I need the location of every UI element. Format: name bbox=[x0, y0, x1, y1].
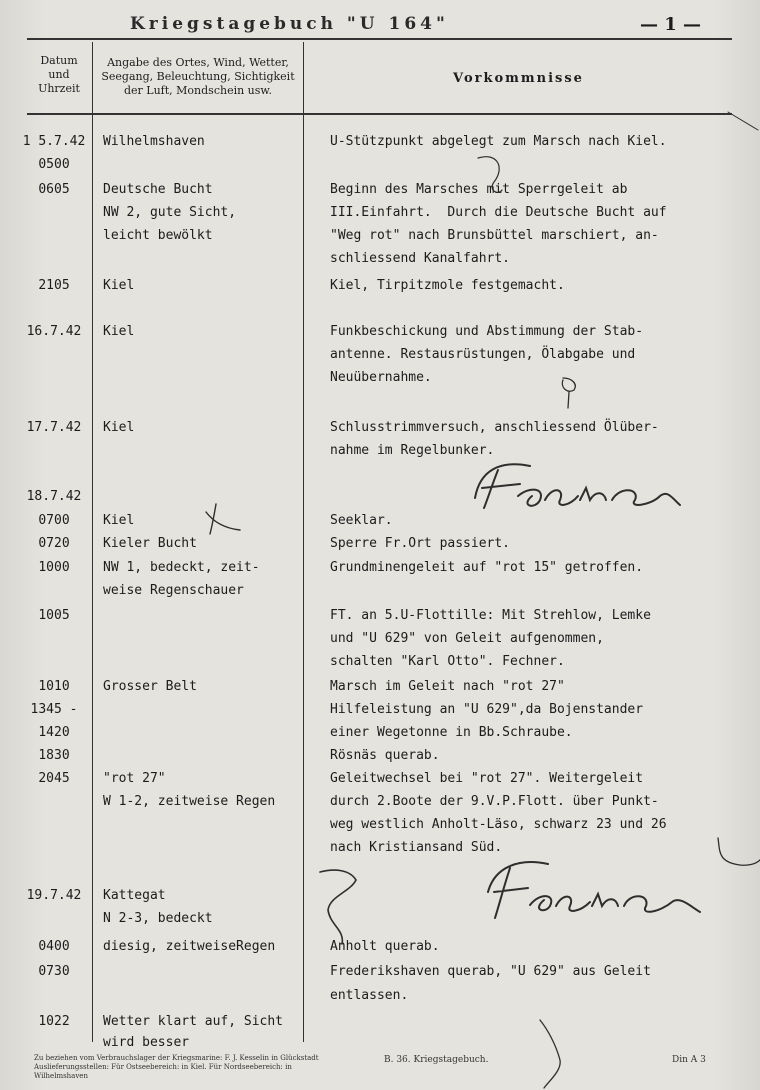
entry-place-weather: wird besser bbox=[103, 1035, 190, 1050]
entry-event: Frederikshaven querab, "U 629" aus Geleit bbox=[330, 964, 651, 979]
initial-mark bbox=[320, 870, 356, 944]
entry-date: 1010 bbox=[38, 679, 70, 694]
entry-place-weather: leicht bewölkt bbox=[103, 228, 213, 243]
column-header-place-line: der Luft, Mondschein usw. bbox=[123, 84, 273, 97]
entry-event: Beginn des Marsches mit Sperrgeleit ab bbox=[330, 182, 628, 197]
entry-place-weather: weise Regenschauer bbox=[103, 583, 244, 598]
footer-supplier-line: Auslieferungsstellen: Für Ostseebereich: in Kiel. Für Nordseebereich: in Wilhelmshaven bbox=[34, 1063, 292, 1080]
entry-date: 19.7.42 bbox=[26, 888, 82, 903]
entry-place-weather: diesig, zeitweiseRegen bbox=[103, 939, 276, 954]
entry-event: U-Stützpunkt abgelegt zum Marsch nach Kiel. bbox=[330, 134, 667, 149]
entry-place-weather: NW 2, gute Sicht, bbox=[103, 205, 237, 220]
entry-date: 1 5.7.42 bbox=[22, 134, 86, 149]
entry-place-weather: Kiel bbox=[103, 513, 135, 528]
entry-event: schalten "Karl Otto". Fechner. bbox=[330, 654, 565, 669]
entry-event: Sperre Fr.Ort passiert. bbox=[330, 536, 511, 551]
entry-event: entlassen. bbox=[330, 988, 409, 1003]
entry-date: 0700 bbox=[38, 513, 70, 528]
signature-fechner-2 bbox=[488, 862, 700, 918]
entry-date: 17.7.42 bbox=[26, 420, 82, 435]
entry-place-weather: Kattegat bbox=[103, 888, 166, 903]
entry-date: 1022 bbox=[38, 1014, 70, 1029]
entry-event: schliessend Kanalfahrt. bbox=[330, 251, 511, 266]
entry-date: 16.7.42 bbox=[26, 324, 82, 339]
footer-supplier-line: Zu beziehen vom Verbrauchslager der Kriegsmarine: F. J. Kesselin in Glückstadt bbox=[34, 1054, 319, 1062]
entry-date: 1000 bbox=[38, 560, 70, 575]
entry-place-weather: Wilhelmshaven bbox=[103, 134, 205, 149]
document-title: Kriegstagebuch "U 164" bbox=[130, 14, 449, 34]
entry-place-weather: NW 1, bedeckt, zeit- bbox=[103, 560, 260, 575]
entry-event: Anholt querab. bbox=[330, 939, 440, 954]
entry-date: 0605 bbox=[38, 182, 70, 197]
entry-event: Neuübernahme. bbox=[330, 370, 432, 385]
entry-date: 0720 bbox=[38, 536, 70, 551]
column-header-place-line: Angabe des Ortes, Wind, Wetter, bbox=[107, 56, 289, 69]
entry-event: Grundminengeleit auf "rot 15" getroffen. bbox=[330, 560, 644, 575]
entry-place-weather: Kieler Bucht bbox=[103, 536, 197, 551]
correction-mark bbox=[562, 378, 575, 408]
entry-event: und "U 629" von Geleit aufgenommen, bbox=[330, 631, 604, 646]
footer-paper-size: Din A 3 bbox=[672, 1055, 706, 1065]
entry-date: 1420 bbox=[38, 725, 70, 740]
entry-event: Kiel, Tirpitzmole festgemacht. bbox=[330, 278, 565, 293]
signature-fechner-1 bbox=[475, 464, 680, 508]
entry-place-weather: N 2-3, bedeckt bbox=[103, 911, 213, 926]
entry-event: Rösnäs querab. bbox=[330, 748, 440, 763]
entry-event: einer Wegetonne in Bb.Schraube. bbox=[330, 725, 573, 740]
entry-date: 2045 bbox=[38, 771, 70, 786]
correction-mark bbox=[540, 1020, 560, 1088]
correction-mark bbox=[728, 112, 758, 130]
entry-event: durch 2.Boote der 9.V.P.Flott. über Punkt- bbox=[330, 794, 659, 809]
entry-event: nach Kristiansand Süd. bbox=[330, 840, 503, 855]
entry-place-weather: Kiel bbox=[103, 278, 135, 293]
entry-event: Marsch im Geleit nach "rot 27" bbox=[330, 679, 565, 694]
entry-place-weather: Grosser Belt bbox=[103, 679, 197, 694]
entry-place-weather: Kiel bbox=[103, 324, 135, 339]
column-header-date-line: Uhrzeit bbox=[38, 82, 80, 95]
entry-event: "Weg rot" nach Brunsbüttel marschiert, an- bbox=[330, 228, 659, 243]
correction-mark bbox=[478, 157, 502, 193]
entry-event: Funkbeschickung und Abstimmung der Stab- bbox=[330, 324, 644, 339]
correction-mark bbox=[206, 504, 240, 534]
entry-place-weather: Kiel bbox=[103, 420, 135, 435]
column-header-date-line: Datum bbox=[40, 54, 78, 67]
entry-event: III.Einfahrt. Durch die Deutsche Bucht auf bbox=[330, 205, 667, 220]
entry-place-weather: Deutsche Bucht bbox=[103, 182, 213, 197]
entry-event: FT. an 5.U-Flottille: Mit Strehlow, Lemke bbox=[330, 608, 651, 623]
page-number: — 1 — bbox=[640, 14, 702, 35]
entry-date: 0730 bbox=[38, 964, 70, 979]
entry-event: nahme im Regelbunker. bbox=[330, 443, 495, 458]
entry-date: 0500 bbox=[38, 157, 70, 172]
entry-place-weather: W 1-2, zeitweise Regen bbox=[103, 794, 276, 809]
correction-mark bbox=[718, 838, 760, 865]
column-header-date-line: und bbox=[48, 68, 70, 81]
entry-date: 0400 bbox=[38, 939, 70, 954]
entry-event: antenne. Restausrüstungen, Ölabgabe und bbox=[330, 347, 636, 362]
entry-date: 1345 - bbox=[30, 702, 78, 717]
entry-event: weg westlich Anholt-Läso, schwarz 23 und 26 bbox=[330, 817, 667, 832]
entry-date: 1830 bbox=[38, 748, 70, 763]
entry-event: Hilfeleistung an "U 629",da Bojenstander bbox=[330, 702, 644, 717]
entry-event: Geleitwechsel bei "rot 27". Weitergeleit bbox=[330, 771, 644, 786]
column-header-events: Vorkommnisse bbox=[453, 71, 584, 86]
entry-place-weather: Wetter klart auf, Sicht bbox=[103, 1014, 284, 1029]
column-header-place-line: Seegang, Beleuchtung, Sichtigkeit bbox=[101, 70, 295, 83]
entry-place-weather: "rot 27" bbox=[103, 771, 166, 786]
entry-date: 1005 bbox=[38, 608, 70, 623]
entry-date: 18.7.42 bbox=[26, 489, 82, 504]
entry-event: Schlusstrimmversuch, anschliessend Ölüber- bbox=[330, 420, 659, 435]
footer-supplier bbox=[34, 1054, 344, 1081]
entry-date: 2105 bbox=[38, 278, 70, 293]
entry-event: Seeklar. bbox=[330, 513, 393, 528]
footer-form-id: B. 36. Kriegstagebuch. bbox=[384, 1055, 489, 1065]
